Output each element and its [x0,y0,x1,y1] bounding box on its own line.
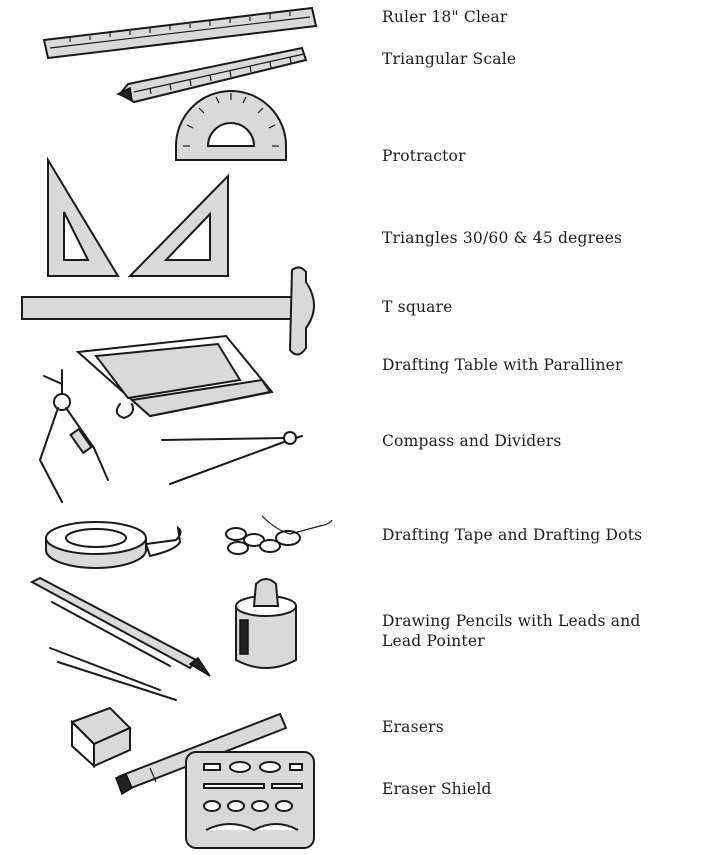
compass-icon [40,370,108,502]
triangle-45-icon [130,176,228,276]
label-erasers: Erasers [382,718,444,736]
label-t-square: T square [382,298,453,316]
label-drafting-table: Drafting Table with Paralliner [382,356,623,374]
label-protractor: Protractor [382,147,466,165]
mechanical-pencil-icon [32,578,210,700]
drafting-table-icon [78,336,272,418]
triangle-30-60-icon [48,160,118,276]
label-compass-dividers: Compass and Dividers [382,432,562,450]
label-eraser-shield: Eraser Shield [382,780,492,798]
label-triangular-scale: Triangular Scale [382,50,517,68]
ruler-icon [44,8,316,58]
label-drafting-tape: Drafting Tape and Drafting Dots [382,526,643,544]
eraser-shield-icon [186,752,314,848]
drafting-dots-icon [226,516,332,554]
label-triangles: Triangles 30/60 & 45 degrees [382,229,623,247]
label-lead-pointer: Lead Pointer [382,632,485,650]
drafting-tape-icon [46,522,181,568]
label-ruler: Ruler 18" Clear [382,8,508,26]
dividers-icon [162,432,302,484]
protractor-icon [176,91,286,160]
lead-pointer-icon [236,579,296,668]
eraser-icon [72,708,130,766]
label-drawing-pencils: Drawing Pencils with Leads and [382,612,641,630]
